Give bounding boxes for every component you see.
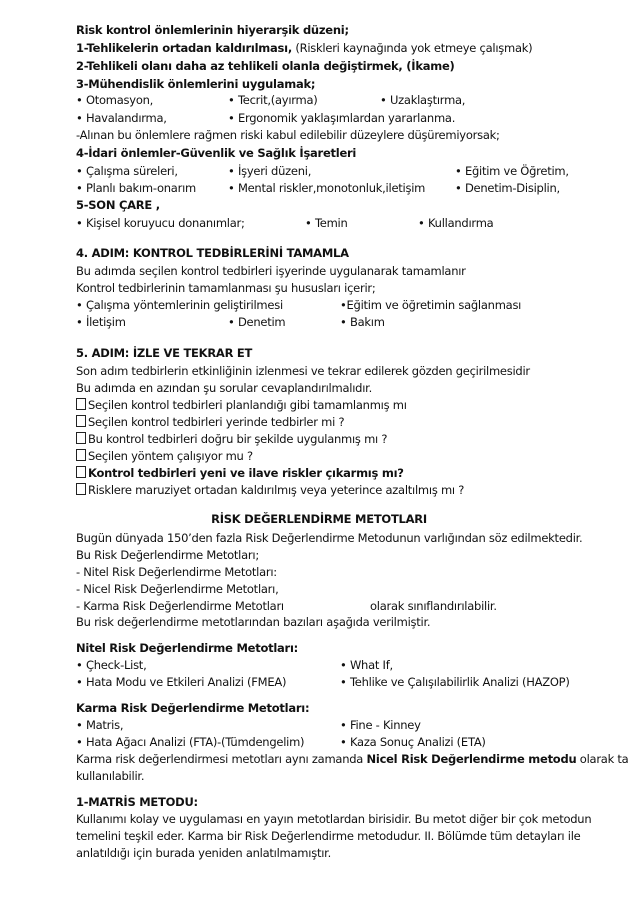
qualitative-heading: Nitel Risk Değerlendirme Metotları: bbox=[76, 641, 299, 655]
list-item: • Çheck-List, bbox=[76, 658, 147, 672]
list-item: • Bakım bbox=[340, 315, 385, 329]
list-item: • Denetim bbox=[228, 315, 286, 329]
matrix-paragraph: anlatıldığı için burada yeniden anlatılmamıştır. bbox=[76, 846, 331, 860]
mixed-paragraph: kullanılabilir. bbox=[76, 769, 145, 783]
checkbox-icon bbox=[76, 466, 86, 478]
hierarchy-title: Risk kontrol önlemlerinin hiyerarşik düzeni; bbox=[76, 23, 349, 37]
step4-paragraph: Kontrol tedbirlerinin tamamlanması şu hususları içerir; bbox=[76, 281, 376, 295]
question-item: Bu kontrol tedbirleri doğru bir şekilde uygulanmış mı ? bbox=[76, 431, 387, 447]
list-item: • Kişisel koruyucu donanımlar; bbox=[76, 216, 245, 230]
hierarchy-item-4: 4-İdari önlemler-Güvenlik ve Sağlık İşaretleri bbox=[76, 146, 357, 160]
list-item: • Temin bbox=[305, 216, 348, 230]
hierarchy-item-5: 5-SON ÇARE , bbox=[76, 198, 160, 212]
method-type: - Nicel Risk Değerlendirme Metotları, bbox=[76, 582, 279, 596]
question-item: Kontrol tedbirleri yeni ve ilave riskler çıkarmış mı? bbox=[76, 465, 404, 481]
list-item: • Matris, bbox=[76, 718, 124, 732]
step4-heading: 4. ADIM: KONTROL TEDBİRLERİNİ TAMAMLA bbox=[76, 246, 349, 260]
list-item: • İşyeri düzeni, bbox=[228, 164, 312, 178]
checkbox-icon bbox=[76, 483, 86, 495]
matrix-paragraph: temelini teşkil eder. Karma bir Risk Değerlendirme metodudur. II. Bölümde tüm detayları ile bbox=[76, 829, 581, 843]
list-item: • Hata Modu ve Etkileri Analizi (FMEA) bbox=[76, 675, 287, 689]
hierarchy-item-2: 2-Tehlikeli olanı daha az tehlikeli olanla değiştirmek, (İkame) bbox=[76, 59, 455, 73]
checkbox-icon bbox=[76, 449, 86, 461]
list-item: • Fine - Kinney bbox=[340, 718, 421, 732]
list-item: • Denetim-Disiplin, bbox=[455, 181, 560, 195]
list-item: • Çalışma yöntemlerinin geliştirilmesi bbox=[76, 298, 283, 312]
step5-paragraph: Bu adımda en azından şu sorular cevaplandırılmalıdır. bbox=[76, 381, 372, 395]
acceptance-note: -Alınan bu önlemlere rağmen riski kabul edilebilir düzeylere düşüremiyorsak; bbox=[76, 128, 500, 142]
list-item: • What If, bbox=[340, 658, 393, 672]
step5-heading: 5. ADIM: İZLE VE TEKRAR ET bbox=[76, 346, 253, 360]
list-item: • Eğitim ve Öğretim, bbox=[455, 164, 569, 178]
methods-paragraph: Bu Risk Değerlendirme Metotları; bbox=[76, 548, 259, 562]
question-item: Seçilen kontrol tedbirleri yerinde tedbirler mi ? bbox=[76, 414, 344, 430]
method-type: - Nitel Risk Değerlendirme Metotları: bbox=[76, 565, 277, 579]
list-item: •Eğitim ve öğretimin sağlanması bbox=[340, 298, 522, 312]
list-item: • Ergonomik yaklaşımlardan yararlanma. bbox=[228, 111, 456, 125]
list-item: • Tehlike ve Çalışılabilirlik Analizi (HAZOP) bbox=[340, 675, 570, 689]
methods-paragraph: Bu risk değerlendirme metotlarından bazıları aşağıda verilmiştir. bbox=[76, 615, 431, 629]
list-item: • Çalışma süreleri, bbox=[76, 164, 178, 178]
method-type: - Karma Risk Değerlendirme Metotları bbox=[76, 599, 284, 613]
mixed-paragraph: Karma risk değerlendirmesi metotları aynı zamanda Nicel Risk Değerlendirme metodu olarak ta bbox=[76, 752, 629, 766]
hierarchy-item-3: 3-Mühendislik önlemlerini uygulamak; bbox=[76, 77, 316, 91]
list-item: • Uzaklaştırma, bbox=[380, 93, 466, 107]
mixed-heading: Karma Risk Değerlendirme Metotları: bbox=[76, 701, 310, 715]
list-item: • Mental riskler,monotonluk,iletişim bbox=[228, 181, 426, 195]
list-item: • Tecrit,(ayırma) bbox=[228, 93, 318, 107]
methods-title: RİSK DEĞERLENDİRME METOTLARI bbox=[211, 512, 427, 526]
list-item: • Otomasyon, bbox=[76, 93, 154, 107]
methods-paragraph: Bugün dünyada 150’den fazla Risk Değerlendirme Metodunun varlığından söz edilmektedir. bbox=[76, 531, 583, 545]
list-item: • Kullandırma bbox=[418, 216, 494, 230]
question-item: Risklere maruziyet ortadan kaldırılmış veya yeterince azaltılmış mı ? bbox=[76, 482, 464, 498]
checkbox-icon bbox=[76, 432, 86, 444]
list-item: • İletişim bbox=[76, 315, 126, 329]
question-item: Seçilen kontrol tedbirleri planlandığı gibi tamamlanmış mı bbox=[76, 397, 407, 413]
list-item: • Havalandırma, bbox=[76, 111, 167, 125]
list-item: • Planlı bakım-onarım bbox=[76, 181, 196, 195]
checkbox-icon bbox=[76, 398, 86, 410]
checkbox-icon bbox=[76, 415, 86, 427]
step5-paragraph: Son adım tedbirlerin etkinliğinin izlenmesi ve tekrar edilerek gözden geçirilmesidir bbox=[76, 364, 530, 378]
step4-paragraph: Bu adımda seçilen kontrol tedbirleri işyerinde uygulanarak tamamlanır bbox=[76, 264, 466, 278]
list-item: • Kaza Sonuç Analizi (ETA) bbox=[340, 735, 486, 749]
method-type-tail: olarak sınıflandırılabilir. bbox=[370, 599, 497, 613]
list-item: • Hata Ağacı Analizi (FTA)-(Tümdengelim) bbox=[76, 735, 305, 749]
matrix-paragraph: Kullanımı kolay ve uygulaması en yayın metotlardan birisidir. Bu metot diğer bir çok metodun bbox=[76, 812, 592, 826]
hierarchy-item-1: 1-Tehlikelerin ortadan kaldırılması, (Riskleri kaynağında yok etmeye çalışmak) bbox=[76, 41, 533, 55]
matrix-heading: 1-MATRİS METODU: bbox=[76, 795, 198, 809]
question-item: Seçilen yöntem çalışıyor mu ? bbox=[76, 448, 253, 464]
